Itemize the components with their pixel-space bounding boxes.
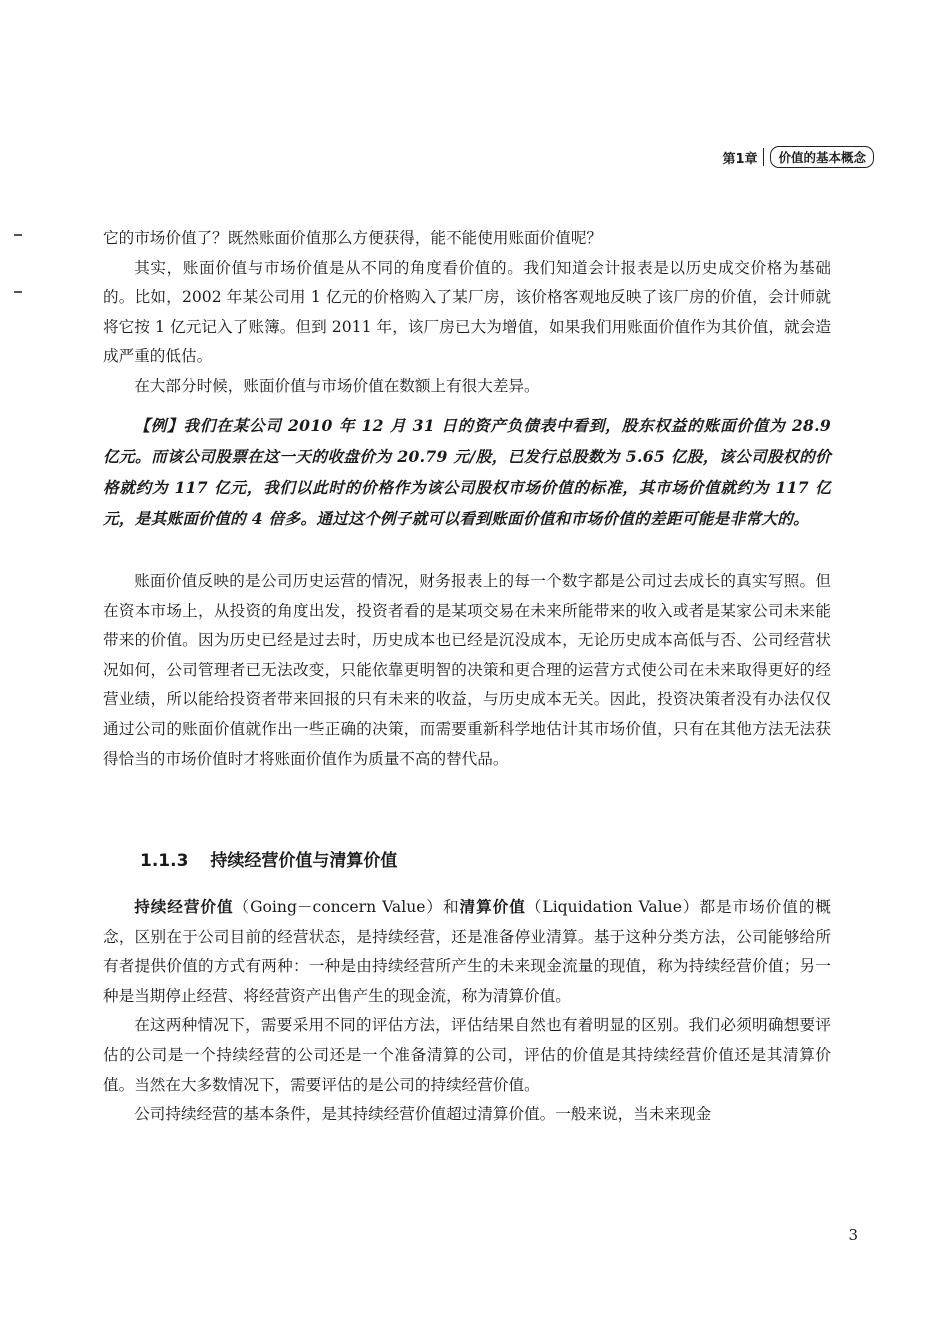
running-header bbox=[722, 146, 874, 168]
section-heading bbox=[140, 846, 397, 871]
page-number: 3 bbox=[848, 1226, 858, 1244]
paragraph: 在大部分时候，账面价值与市场价值在数额上有很大差异。 bbox=[134, 376, 540, 395]
margin-mark bbox=[14, 234, 22, 236]
paragraph: 账面价值反映的是公司历史运营的情况，财务报表上的每一个数字都是公司过去成长的真实写照。但在资本市场上，从投资的角度出发，投资者看的是某项交易在未来所能带来的收入或者是某家公司未来能带来的价值。因为历史已经是过去时，历史成本也已经是沉没成本，无论历史成本高低与否、公司经营状况如何，公司管理者已无法改变，只能依靠更明智的决策和更合理的运营方式使公司在未来取得更好的经营业绩，所以能给投资者带来回报的只有未来的收益，与历史成本无关。因此，投资决策者没有办法仅仅通过公司的账面价值就作出一些正确的决策，而需要重新科学地估计其市场价值，只有在其他方法无法获得恰当的市场价值时才将账面价值作为质量不高的替代品。 bbox=[103, 572, 831, 768]
chapter-label: 第1章 bbox=[722, 151, 758, 167]
section-number: 1.1.3 bbox=[140, 851, 189, 871]
header-divider bbox=[763, 148, 764, 166]
paragraph: 在这两种情况下，需要采用不同的评估方法，评估结果自然也有着明显的区别。我们必须明确想要评估的公司是一个持续经营的公司还是一个准备清算的公司，评估的价值是其持续经营价值还是其清算价值。当然在大多数情况下，需要评估的是公司的持续经营价值。 bbox=[103, 1016, 831, 1094]
term-en: （Liquidation Value） bbox=[525, 898, 700, 916]
example-text: 我们在某公司 2010 年 12 月 31 日的资产负债表中看到，股东权益的账面价值为 28.9 亿元。而该公司股票在这一天的收盘价为 20.79 元/股，已发行总股数为 5.65 亿股，该公司股权的价格就约为 117 亿元，我们以此时的价格作为该公司股权市场价值的标准，其市场价值就约为 117 亿元，是其账面价值的 4 倍多。通过这个例子就可以看到账面价值和市场价值的差距可能是非常大的。 bbox=[103, 416, 831, 528]
example-label: 【例】 bbox=[134, 416, 184, 435]
paragraph: 其实，账面价值与市场价值是从不同的角度看价值的。我们知道会计报表是以历史成交价格为基础的。比如，2002 年某公司用 1 亿元的价格购入了某厂房，该价格客观地反映了该厂房的价值，会计师就将它按 1 亿元记入了账簿。但到 2011 年，该厂房已大为增值，如果我们用账面价值作为其价值，就会造成严重的低估。 bbox=[103, 258, 831, 366]
margin-mark bbox=[14, 291, 22, 293]
body-top bbox=[103, 224, 831, 402]
term-en: （Going－concern Value） bbox=[233, 898, 443, 916]
example-paragraph bbox=[103, 410, 831, 534]
paragraph: 公司持续经营的基本条件，是其持续经营价值超过清算价值。一般来说，当未来现金 bbox=[134, 1105, 712, 1124]
chapter-title: 价值的基本概念 bbox=[770, 146, 874, 168]
term-liquidation: 清算价值 bbox=[459, 897, 526, 916]
paragraph bbox=[103, 892, 831, 1011]
term-going-concern: 持续经营价值 bbox=[134, 897, 234, 916]
paragraph-rest: 都是市场价值的概念，区别在于公司目前的经营状态，是持续经营，还是准备停业清算。基于这种分类方法，公司能够给所有者提供价值的方式有两种：一种是由持续经营所产生的未来现金流量的现值，称为持续经营价值；另一种是当期停止经营、将经营资产出售产生的现金流，称为清算价值。 bbox=[103, 898, 831, 1005]
paragraph: 它的市场价值了？既然账面价值那么方便获得，能不能使用账面价值呢？ bbox=[103, 229, 603, 247]
connector: 和 bbox=[442, 898, 460, 916]
section-title: 持续经营价值与清算价值 bbox=[210, 851, 398, 871]
example-block bbox=[103, 410, 831, 534]
body-middle bbox=[103, 567, 831, 774]
body-section bbox=[103, 892, 831, 1130]
